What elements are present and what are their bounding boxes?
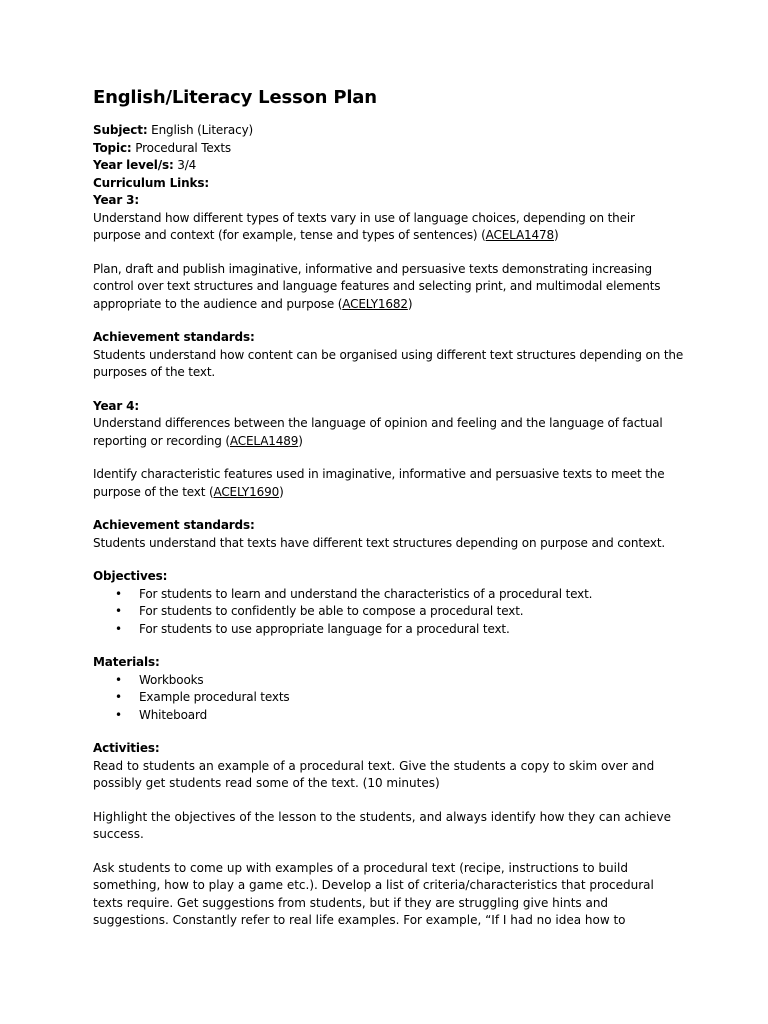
bullet-icon: • — [115, 604, 122, 618]
bullet-icon: • — [115, 672, 122, 687]
bullet-icon: • — [115, 586, 122, 601]
activities-paragraph-2: Highlight the objectives of the lesson to the students, and always identify how they can achieve success. — [93, 809, 671, 841]
list-item — [93, 689, 685, 707]
list-item-text: Workbooks — [139, 672, 204, 687]
list-item-text: Whiteboard — [139, 707, 208, 722]
year4-p2-text: Identify characteristic features used in imaginative, informative and persuasive texts to meet the purpose of the text ( — [93, 467, 665, 499]
list-item — [93, 672, 685, 690]
year4-p1-text: Understand differences between the language of opinion and feeling and the language of factual reporting or recording ( — [93, 416, 663, 448]
year4-paragraph-2 — [93, 466, 685, 501]
list-item-text: For students to confidently be able to compose a procedural text. — [139, 604, 524, 618]
subject-value: English (Literacy) — [147, 123, 254, 137]
page-title: English/Literacy Lesson Plan — [93, 87, 377, 108]
list-item — [93, 621, 685, 639]
year3-p1-text: Understand how different types of texts vary in use of language choices, depending on their purpose and context (for example, tense and types of sentences) ( — [93, 210, 635, 242]
year-level-line — [93, 157, 685, 175]
list-item — [93, 586, 685, 604]
document-body — [93, 122, 685, 930]
list-item-text: For students to learn and understand the characteristics of a procedural text. — [139, 586, 593, 601]
year3-achievement-heading: Achievement standards: — [93, 330, 255, 344]
year-level-label: Year level/s: — [93, 158, 174, 172]
acela1489-link[interactable]: ACELA1489 — [229, 433, 299, 448]
acely1682-link[interactable]: ACELY1682 — [342, 296, 408, 311]
list-item-text: For students to use appropriate language for a procedural text. — [139, 621, 510, 636]
year3-paragraph-2 — [93, 261, 685, 314]
subject-line — [93, 122, 685, 140]
year3-paragraph-1 — [93, 210, 685, 245]
curriculum-links-heading: Curriculum Links: — [93, 175, 209, 190]
year3-p1-close: ) — [553, 228, 559, 242]
objectives-heading: Objectives: — [93, 569, 168, 583]
topic-line — [93, 140, 685, 158]
materials-heading: Materials: — [93, 655, 160, 669]
year4-paragraph-1 — [93, 415, 685, 450]
acely1690-link[interactable]: ACELY1690 — [213, 484, 280, 499]
topic-label: Topic: — [93, 140, 132, 155]
year4-p2-close: ) — [279, 484, 284, 499]
list-item — [93, 603, 685, 621]
acela1478-link[interactable]: ACELA1478 — [485, 228, 554, 242]
year4-achievement-text: Students understand that texts have different text structures depending on purpose and context. — [93, 535, 666, 550]
year3-p2-close: ) — [407, 296, 413, 311]
activities-heading: Activities: — [93, 741, 160, 755]
activities-paragraph-3: Ask students to come up with examples of a procedural text (recipe, instructions to build something, how to play a game etc.). Develop a list of criteria/characteristics that procedural texts require. Get suggestions from students, but if they are struggling give hints and suggestions. Constantly refer to real life examples. For example, “If I had no idea how to — [93, 860, 654, 927]
list-item-text: Example procedural texts — [139, 690, 290, 704]
year3-heading: Year 3: — [93, 193, 140, 207]
bullet-icon: • — [115, 690, 122, 704]
bullet-icon: • — [115, 621, 122, 636]
list-item — [93, 707, 685, 725]
year4-p1-close: ) — [298, 433, 303, 448]
year-level-value: 3/4 — [173, 158, 197, 172]
year4-achievement-heading: Achievement standards: — [93, 518, 255, 532]
subject-label: Subject: — [93, 123, 148, 137]
year3-achievement-text: Students understand how content can be organised using different text structures depending on the purposes of the text. — [93, 347, 684, 379]
year4-heading: Year 4: — [93, 398, 140, 413]
objectives-list — [93, 586, 685, 639]
year3-p2-text: Plan, draft and publish imaginative, informative and persuasive texts demonstrating increasing control over text structures and language features and selecting print, and multimodal elements appropriate to the audience and purpose ( — [93, 261, 661, 311]
materials-list — [93, 672, 685, 725]
bullet-icon: • — [115, 707, 122, 722]
activities-paragraph-1: Read to students an example of a procedural text. Give the students a copy to skim over and possibly get students read some of the text. (10 minutes) — [93, 758, 655, 790]
topic-value: Procedural Texts — [131, 140, 232, 155]
